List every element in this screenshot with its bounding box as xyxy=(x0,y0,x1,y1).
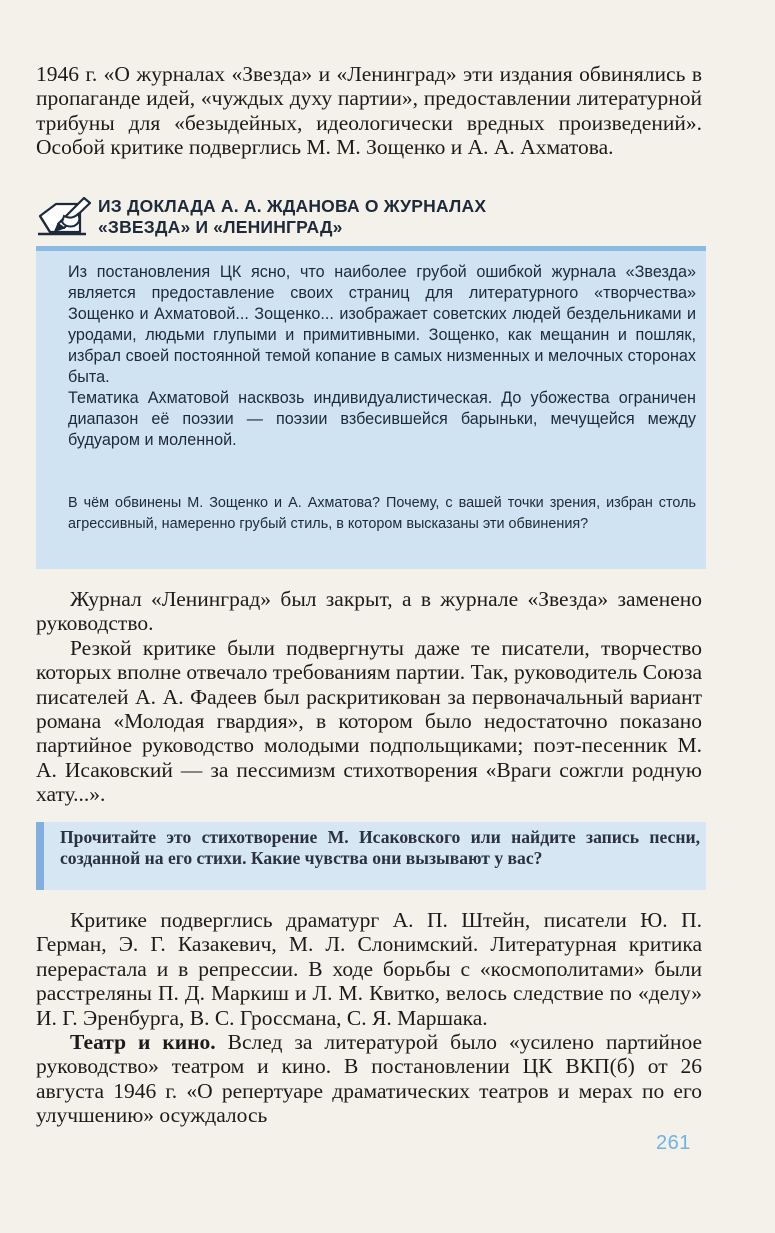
document-question: В чём обвинены М. Зощенко и А. Ахматова? Почему, с вашей точки зрения, избран столь агрессивный, намеренно грубый стиль, в котором высказаны эти обвинения? xyxy=(68,495,696,532)
theatre-cinema-heading: Театр и кино. xyxy=(70,1030,216,1055)
main-text-block-1 xyxy=(36,587,702,807)
document-title-line-2: «ЗВЕЗДА» И «ЛЕНИНГРАД» xyxy=(98,217,343,237)
document-excerpt xyxy=(68,262,696,451)
theatre-cinema-text: Вслед за литературой было «усилено партийное руководство» театром и кино. В постановлении ЦК ВКП(б) от 26 августа 1946 г. «О репертуаре драматических театров и мерах по его улучшению» осуждалось xyxy=(36,1030,703,1128)
paragraph-leningrad-closed: Журнал «Ленинград» был закрыт, а в журнале «Звезда» заменено руководство. xyxy=(36,587,702,636)
task-text: Прочитайте это стихотворение М. Исаковского или найдите запись песни, созданной на его стихи. Какие чувства они вызывают у вас? xyxy=(60,827,700,868)
writing-hand-icon xyxy=(36,194,92,238)
page-number: 261 xyxy=(656,1132,691,1154)
document-title xyxy=(98,196,698,238)
document-title-line-1: ИЗ ДОКЛАДА А. А. ЖДАНОВА О ЖУРНАЛАХ xyxy=(98,196,487,216)
paragraph-theatre-cinema xyxy=(36,1030,702,1128)
intro-text: 1946 г. «О журналах «Звезда» и «Ленинград» эти издания обвинялись в пропаганде идей, «чуждых духу партии», предоставлении литературной трибуны для «безыдейных, идеологически вредных произведений». Особой критике подверглись М. М. Зощенко и А. А. Ахматова. xyxy=(36,62,702,160)
main-text-block-2 xyxy=(36,908,702,1128)
intro-paragraph xyxy=(36,62,702,160)
paragraph-repressions: Критике подверглись драматург А. П. Штейн, писатели Ю. П. Герман, Э. Г. Казакевич, М. Л. Слонимский. Литературная критика перерастала и в репрессии. В ходе борьбы с «космополитами» были расстреляны П. Д. Маркиш и Л. М. Квитко, велось следствие по «делу» И. Г. Эренбурга, В. С. Гроссмана, С. Я. Маршака. xyxy=(36,908,702,1030)
document-header xyxy=(36,190,706,246)
paragraph-criticism: Резкой критике были подвергнуты даже те писатели, творчество которых вполне отвечало требованиям партии. Так, руководитель Союза писателей А. А. Фадеев был раскритикован за первоначальный вариант романа «Молодая гвардия», в котором было недостаточно показано партийное руководство молодыми подпольщиками; поэт-песенник М. А. Исаковский — за пессимизм стихотворения «Враги сожгли родную хату...». xyxy=(36,635,702,807)
document-paragraph-2: Тематика Ахматовой насквозь индивидуалистическая. До убожества ограничен диапазон её поэзии — поэзии взбесившейся барыньки, мечущейся между будуаром и моленной. xyxy=(68,389,696,449)
document-paragraph-1: Из постановления ЦК ясно, что наиболее грубой ошибкой журнала «Звезда» является предоставление своих страниц для литературного «творчества» Зощенко и Ахматовой... Зощенко... изображает советских людей бездельниками и уродами, людьми глупыми и примитивными. Зощенко, как мещанин и пошляк, избрал своей постоянной темой копание в самых низменных и мелочных сторонах быта. xyxy=(68,263,696,386)
task-accent-bar xyxy=(36,822,44,890)
